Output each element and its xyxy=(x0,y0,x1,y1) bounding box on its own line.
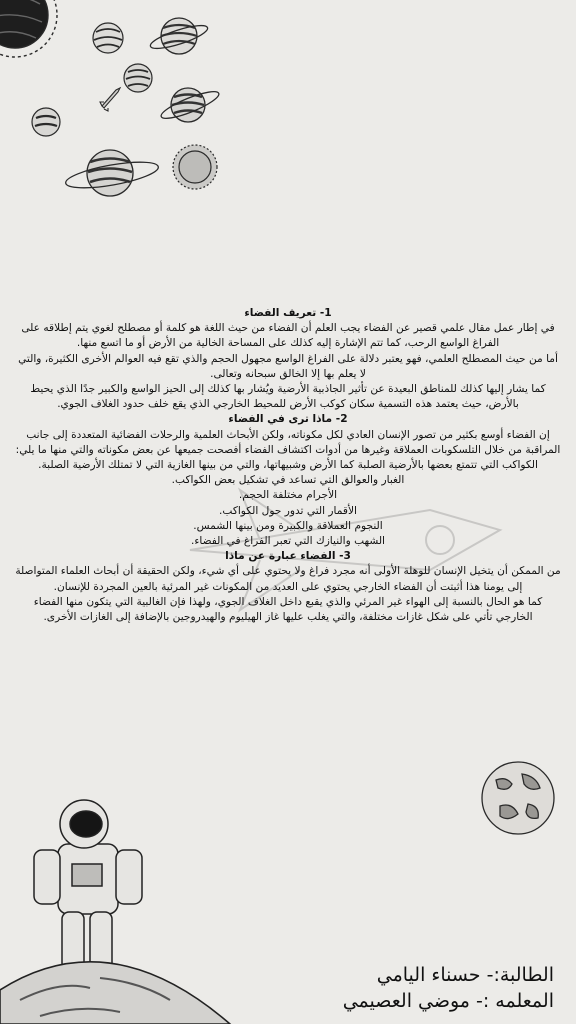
dotted-planet xyxy=(170,142,220,192)
section-2-list-item: الغبار والعوالق التي تساعد في تشكيل بعض الكواكب. xyxy=(171,474,405,487)
small-planet-1 xyxy=(90,20,126,56)
ringed-planet-3 xyxy=(64,142,160,204)
article-body xyxy=(14,306,562,625)
rocket-illustration xyxy=(96,82,126,112)
signature-block xyxy=(294,962,554,1014)
teacher-name: المعلمه :- موضي العصيمي xyxy=(342,990,554,1012)
section-1-paragraph: أما من حيث المصطلح العلمي، فهو يعتبر دلالة على الفراغ الواسع مجهول الحجم والذي تقع فيه العوالم الأخرى الكثيرة، والتي لا يعلم بها إلا الخالق سبحانه وتعالى. xyxy=(18,352,558,380)
sun-illustration xyxy=(0,0,80,80)
planet-horizon xyxy=(0,930,240,1024)
section-3-heading: 3- الفضاء عبارة عن ماذا xyxy=(225,550,351,563)
student-name: الطالبة:- حسناء اليامي xyxy=(376,964,554,986)
section-2-paragraph: إن الفضاء أوسع بكثير من تصور الإنسان العادي لكل مكوناته، ولكن الأبحاث العلمية والرحلات الفضائية المتعددة إلى جانب المراقبة من خلال التلسكوبات العملاقة وغيرها من أدوات اكتشاف الفضاء أفصحت جميعها عن بعض مكوناته والتي منها ما يلي: xyxy=(15,428,561,456)
section-1-paragraph: في إطار عمل مقال علمي قصير عن الفضاء يجب العلم أن الفضاء من حيث اللغة هو كلمة أو مصطلح لغوي يتم إطلاقه على الفراغ الواسع الرحب، كما تتم الإشارة إليه كذلك على المساحة الخالية من الأرض أو ما اتسع منها. xyxy=(21,322,555,350)
section-3-paragraph: كما هو الحال بالنسبة إلى الهواء غير المرئي والذي يقبع داخل الغلاف الجوي، ولهذا فإن الغالبية التي يتكون منها الفضاء الخارجي تأتي على شكل غازات مختلفة، والتي يغلب عليها غاز الهيليوم والهيدروجين بالإضافة إلى الغازات الأخرى. xyxy=(33,595,543,624)
section-2-list-item: الشهب والنيازك التي تعبر الفراغ في الفضاء. xyxy=(191,535,385,548)
ringed-planet-2 xyxy=(158,80,222,130)
section-2-list-item: الأجرام مختلفة الحجم. xyxy=(238,489,338,502)
section-2-list-item: النجوم العملاقة والكبيرة ومن بينها الشمس. xyxy=(193,519,383,532)
moon-illustration xyxy=(478,758,558,838)
section-2-list-item: الكواكب التي تتمتع بعضها بالأرضية الصلبة كما الأرض وشبيهاتها، والتي من بينها الغازية التي لا تمتلك الأرضية الصلبة. xyxy=(38,459,538,472)
section-2-heading: 2- ماذا ترى في الفضاء xyxy=(228,413,348,426)
section-1-paragraph: كما يشار إليها كذلك للمناطق البعيدة عن تأثير الجاذبية الأرضية ويُشار بها كذلك إلى الحيز الواسع والكبير جدًا الذي يحيط بالأرض، حيث يعتمد هذه التسمية سكان كوكب الأرض للمحيط الخارجي الذي يقع خلف حدود الغلاف الجوي. xyxy=(30,383,546,411)
section-1-heading: 1- تعريف الفضاء xyxy=(244,307,332,319)
section-3-paragraph: من الممكن أن يتخيل الإنسان للوهلة الأولى أنه مجرد فراغ ولا يحتوي على أي شيء، ولكن الحقيقة أن أبحاث العلماء المتواصلة إلى يومنا هذا أثبتت أن الفضاء الخارجي يحتوي على العديد من المكونات غير المرئية بالعين المجردة للإنسان. xyxy=(15,565,561,593)
section-2-list-item: الأقمار التي تدور حول الكواكب. xyxy=(219,504,357,517)
small-planet-3 xyxy=(28,104,64,140)
ringed-planet-1 xyxy=(148,10,210,62)
